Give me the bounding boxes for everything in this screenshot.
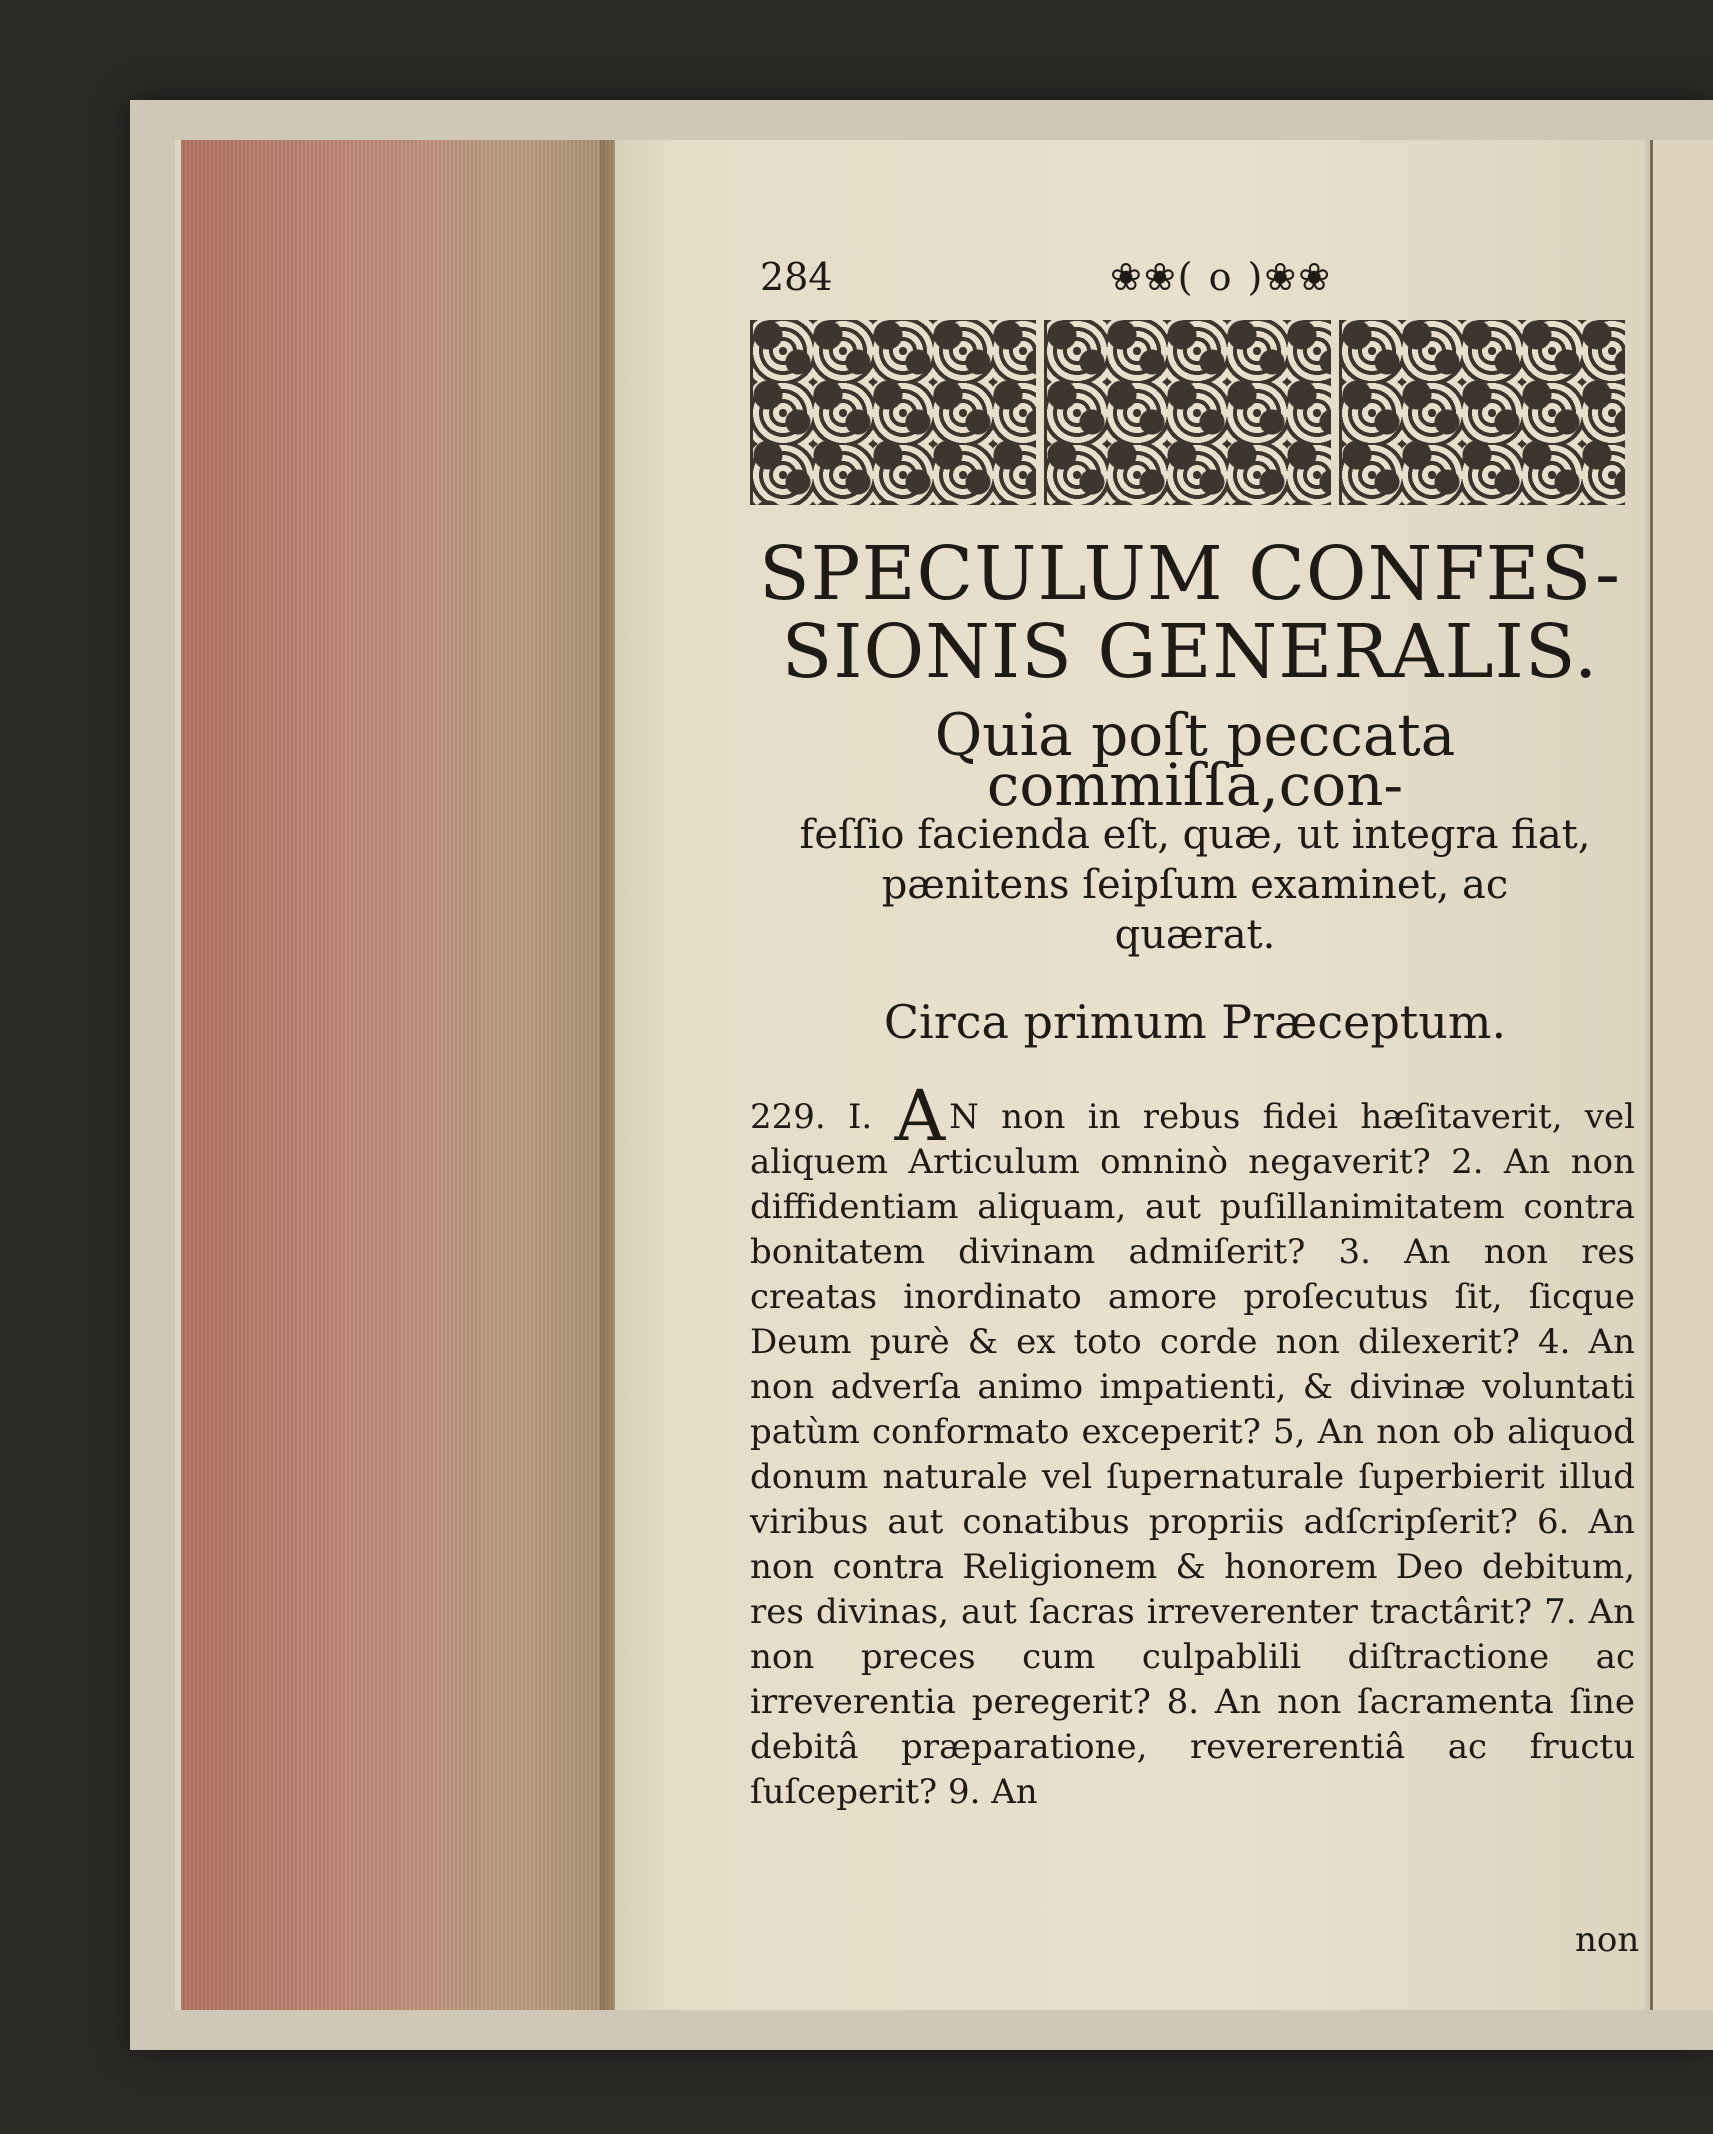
title-line-2: SIONIS GENERALIS. <box>781 609 1599 695</box>
ornament-block <box>1339 320 1625 505</box>
paragraph-number: 229. I. <box>750 1097 873 1137</box>
body-text <box>750 1075 1636 1815</box>
book-page <box>615 140 1645 2010</box>
page-number: 284 <box>760 255 833 299</box>
intro-paragraph <box>755 701 1635 960</box>
headpiece-ornament <box>750 320 1625 505</box>
title-line-1: SPECULUM CONFES- <box>758 531 1622 617</box>
page-edges <box>175 140 621 2010</box>
ornament-block <box>1044 320 1330 505</box>
body-paragraph: N non in rebus fidei hæſitaverit, vel aliquem Articulum omninò negaverit? 2. An non diffidentiam aliquam, aut puſillanimitatem contra bonitatem divinam admiſerit? 3. An non res creatas inordinato amore proſecutus ſit, ſicque Deum purè & ex toto corde non dilexerit? 4. An non adverſa animo impatienti, & divinæ voluntati patùm conformato exceperit? 5, An non ob aliquod donum naturale vel ſupernaturale ſuperbierit illud viribus aut conatibus propriis adſcripſerit? 6. An non contra Religionem & honorem Deo debitum, res divinas, aut ſacras irreverenter tractârit? 7. An non preces cum culpablili diſtractione ac irreverentia peregerit? 8. An non ſacramenta ſine debitâ præparatione, revererentiâ ac fructu ſuſceperit? 9. An <box>750 1097 1636 1812</box>
intro-line-3: pænitens ſeipſum examinet, ac <box>881 862 1509 908</box>
chapter-title <box>750 531 1630 695</box>
intro-line-4: quærat. <box>1114 912 1276 958</box>
running-head: ❀❀( o )❀❀ <box>1110 255 1333 299</box>
catchword: non <box>1575 1920 1640 1960</box>
initial-letter: A <box>894 1075 946 1157</box>
section-heading: Circa primum Præceptum. <box>883 995 1507 1049</box>
page-header <box>760 255 1620 315</box>
intro-line-2: feſſio facienda eſt, quæ, ut integra fiat, <box>799 812 1591 858</box>
next-page-edge <box>1650 140 1713 2010</box>
ornament-block <box>750 320 1036 505</box>
intro-line-1: Quia poſt peccata commiſſa,con- <box>934 701 1456 819</box>
